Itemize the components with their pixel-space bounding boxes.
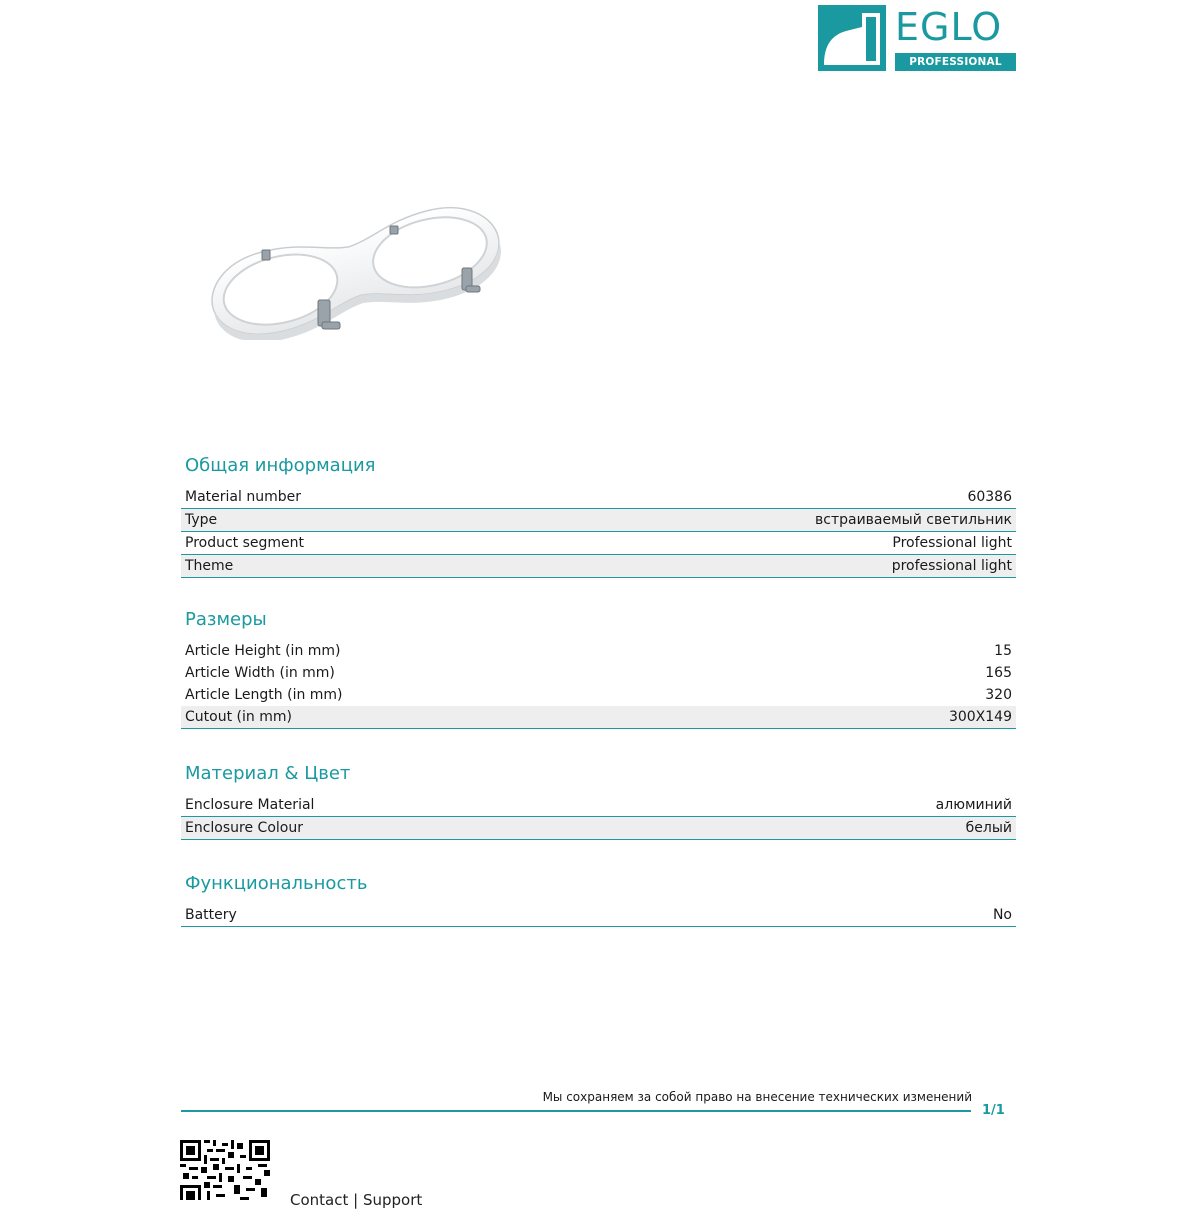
row-value: встраиваемый светильник — [815, 512, 1012, 528]
table-row — [181, 904, 1016, 926]
product-image — [200, 200, 510, 340]
row-label: Material number — [185, 489, 301, 505]
row-value: 15 — [994, 643, 1012, 659]
row-label: Enclosure Material — [185, 797, 315, 813]
general-info-table — [181, 486, 1016, 578]
table-row — [181, 662, 1016, 684]
page-number: 1/1 — [982, 1103, 1005, 1118]
row-label: Theme — [185, 558, 234, 574]
eglo-logo-icon — [818, 5, 886, 71]
row-divider — [181, 839, 1016, 840]
table-row — [181, 817, 1016, 839]
table-row — [181, 706, 1016, 728]
brand-logo — [818, 5, 1016, 86]
disclaimer-note: Мы сохраняем за собой право на внесение технических изменений — [542, 1090, 972, 1104]
dimensions-table — [181, 640, 1016, 729]
row-divider — [181, 728, 1016, 729]
row-value: Professional light — [892, 535, 1012, 551]
row-label: Article Length (in mm) — [185, 687, 343, 703]
row-value: белый — [965, 820, 1012, 836]
row-label: Battery — [185, 907, 237, 923]
section-title-general: Общая информация — [185, 455, 376, 476]
section-title-material: Материал & Цвет — [185, 763, 351, 784]
qr-code-icon — [180, 1140, 270, 1200]
row-label: Enclosure Colour — [185, 820, 303, 836]
row-value: 165 — [985, 665, 1012, 681]
table-row — [181, 640, 1016, 662]
brand-name: EGLO — [895, 5, 1003, 49]
row-value: алюминий — [935, 797, 1012, 813]
contact-support-link[interactable]: Contact | Support — [290, 1191, 423, 1209]
table-row — [181, 555, 1016, 577]
table-row — [181, 684, 1016, 706]
table-row — [181, 509, 1016, 531]
row-divider — [181, 577, 1016, 578]
row-value: No — [992, 907, 1012, 923]
row-label: Article Height (in mm) — [185, 643, 341, 659]
row-label: Cutout (in mm) — [185, 709, 292, 725]
functionality-table — [181, 904, 1016, 927]
row-value: 320 — [985, 687, 1012, 703]
footer-divider — [181, 1110, 971, 1112]
row-label: Article Width (in mm) — [185, 665, 335, 681]
table-row — [181, 532, 1016, 554]
row-value: professional light — [891, 558, 1012, 574]
brand-tagline: PROFESSIONAL LIGHT — [895, 53, 1016, 71]
table-row — [181, 794, 1016, 816]
row-value: 60386 — [967, 489, 1012, 505]
row-label: Product segment — [185, 535, 305, 551]
material-table — [181, 794, 1016, 840]
table-row — [181, 486, 1016, 508]
row-label: Type — [185, 512, 218, 528]
section-title-functionality: Функциональность — [185, 873, 368, 894]
row-value: 300X149 — [948, 709, 1012, 725]
row-divider — [181, 926, 1016, 927]
section-title-dimensions: Размеры — [185, 609, 267, 630]
